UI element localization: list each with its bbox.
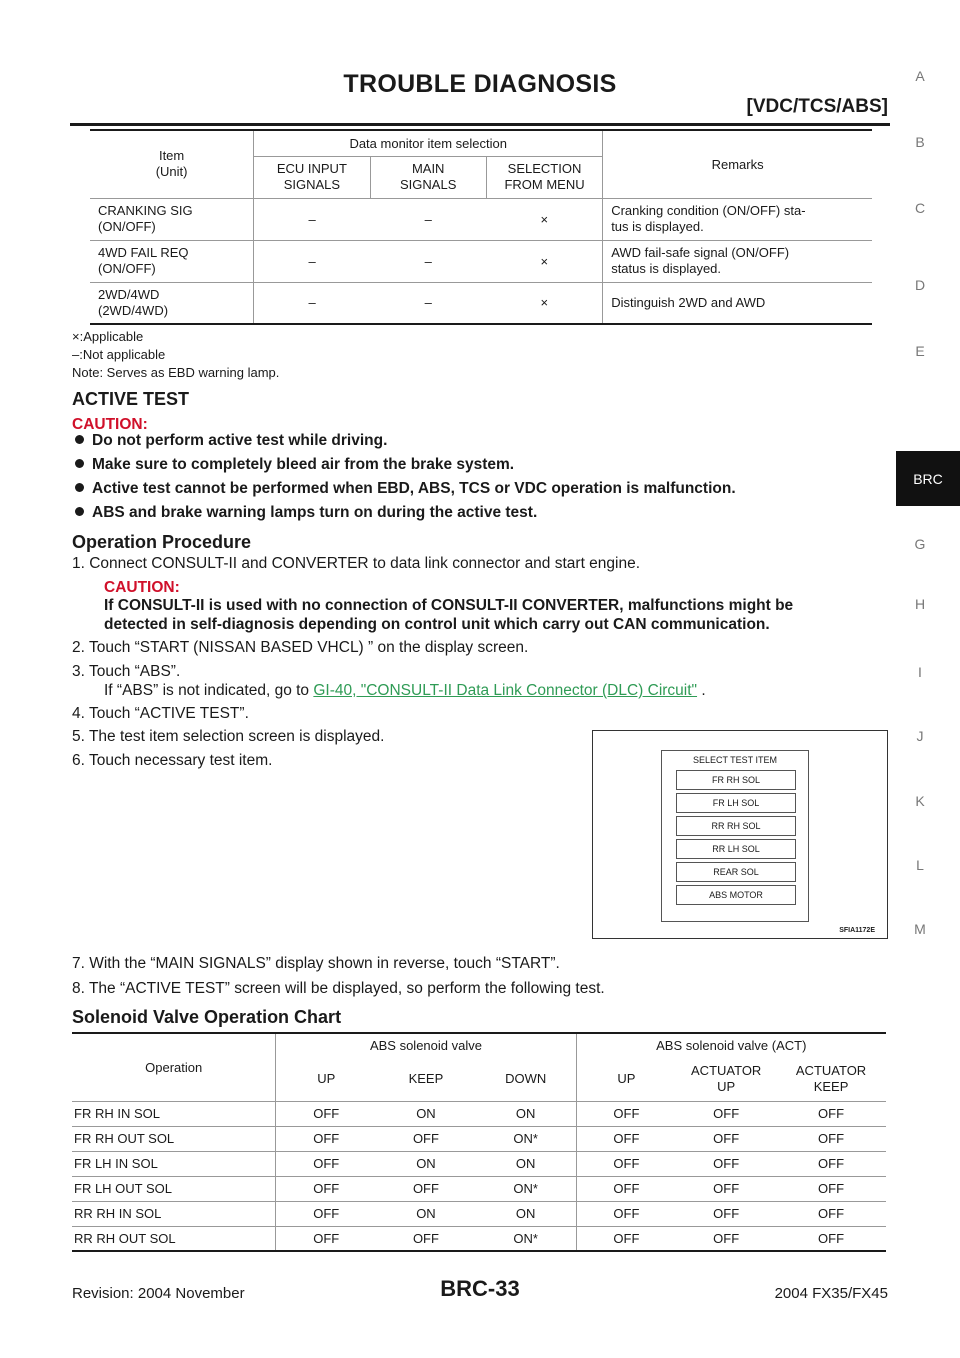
section-subtitle: [VDC/TCS/ABS] [746,96,888,117]
table-row [72,1126,886,1151]
cell: OFF [376,1126,476,1151]
page-title: TROUBLE DIAGNOSIS [343,70,617,98]
cell: OFF [676,1101,776,1126]
cell: OFF [676,1201,776,1226]
row-ecu: – [254,240,370,282]
table-row [72,1226,886,1251]
active-test-heading: ACTIVE TEST [72,389,190,409]
cell: ON [376,1151,476,1176]
step-3: 3. Touch “ABS”. [72,663,181,680]
row-main: – [370,282,486,324]
cell: ON [476,1101,576,1126]
cell: ON* [476,1176,576,1201]
step1-caution-label: CAUTION: [104,579,180,596]
cell: OFF [676,1126,776,1151]
note-not-applicable: –:Not applicable [72,347,166,362]
row-sel: × [486,282,602,324]
step-2: 2. Touch “START (NISSAN BASED VHCL) ” on the display screen. [72,639,529,656]
footer-page-number: BRC-33 [440,1276,520,1301]
index-letter[interactable]: E [915,343,925,359]
index-letter[interactable]: B [915,134,925,150]
row-ecu: – [254,282,370,324]
cell: ON [376,1101,476,1126]
cell: ON* [476,1226,576,1251]
test-item-button[interactable]: ABS MOTOR [676,885,796,905]
consult-screen [661,750,809,922]
sub-header: UP [576,1057,676,1101]
row-main: – [370,198,486,240]
header-rule [70,123,890,126]
index-tab-active[interactable]: BRC [896,451,960,506]
step1-caution-text: detected in self-diagnosis depending on control unit which carry out CAN communication. [104,616,770,633]
bullet-icon [75,459,84,468]
cell: OFF [576,1176,676,1201]
cell: OFF [776,1151,886,1176]
row-name: FR RH IN SOL [72,1101,276,1126]
bullet-icon [75,483,84,492]
cell: ON [476,1201,576,1226]
row-remarks: Cranking condition (ON/OFF) sta- tus is displayed. [603,198,872,240]
cell: OFF [276,1126,376,1151]
step-3-note: If “ABS” is not indicated, go to GI-40, "CONSULT-II Data Link Connector (DLC) Circuit" . [104,682,706,699]
index-letter[interactable]: J [916,728,924,744]
solenoid-chart-heading: Solenoid Valve Operation Chart [72,1007,342,1027]
header-abs-valve: ABS solenoid valve [276,1033,576,1057]
row-remarks: AWD fail-safe signal (ON/OFF) status is displayed. [603,240,872,282]
row-name: FR LH IN SOL [72,1151,276,1176]
index-letter[interactable]: I [918,664,922,680]
header-item: Item (Unit) [90,130,254,198]
header-main: MAIN SIGNALS [370,156,486,198]
test-item-button[interactable]: RR LH SOL [676,839,796,859]
test-item-button[interactable]: FR RH SOL [676,770,796,790]
cell: OFF [276,1101,376,1126]
cell: OFF [276,1226,376,1251]
cell: OFF [676,1226,776,1251]
row-name: RR RH IN SOL [72,1201,276,1226]
row-name: FR LH OUT SOL [72,1176,276,1201]
header-ecu: ECU INPUT SIGNALS [254,156,370,198]
caution-item: Active test cannot be performed when EBD, ABS, TCS or VDC operation is malfunction. [75,480,736,498]
select-test-item-figure [592,730,888,939]
bullet-icon [75,507,84,516]
step-8: 8. The “ACTIVE TEST” screen will be displayed, so perform the following test. [72,980,605,997]
sub-header: ACTUATOR KEEP [776,1057,886,1101]
row-sel: × [486,240,602,282]
index-letter[interactable]: M [914,921,926,937]
cell: ON [376,1201,476,1226]
index-letter[interactable]: D [914,277,926,293]
cell: OFF [376,1226,476,1251]
table-row [72,1151,886,1176]
row-ecu: – [254,198,370,240]
row-main: – [370,240,486,282]
sub-header: ACTUATOR UP [676,1057,776,1101]
note-applicable: ×:Applicable [72,329,144,344]
bullet-icon [75,435,84,444]
table-row [72,1101,886,1126]
caution-item: Make sure to completely bleed air from the brake system. [75,456,514,474]
note-ebd: Note: Serves as EBD warning lamp. [72,365,280,380]
solenoid-chart-table [72,1032,886,1252]
operation-heading: Operation Procedure [72,532,252,552]
cell: OFF [776,1201,886,1226]
cell: OFF [376,1176,476,1201]
test-item-button[interactable]: RR RH SOL [676,816,796,836]
cell: OFF [776,1226,886,1251]
cell: OFF [276,1201,376,1226]
cell: OFF [776,1126,886,1151]
header-operation: Operation [72,1033,276,1101]
step1-caution-text: If CONSULT-II is used with no connection of CONSULT-II CONVERTER, malfunctions might be [104,597,794,614]
row-item: CRANKING SIG (ON/OFF) [90,198,254,240]
step-6: 6. Touch necessary test item. [72,752,273,769]
header-selection: SELECTION FROM MENU [486,156,602,198]
index-letter[interactable]: C [914,200,926,216]
index-letter[interactable]: A [915,68,925,84]
cell: OFF [576,1201,676,1226]
caution-item: ABS and brake warning lamps turn on during the active test. [75,504,537,522]
screen-title: SELECT TEST ITEM [692,755,778,765]
caution-item: Do not perform active test while driving. [75,432,387,450]
header-remarks: Remarks [603,130,872,198]
index-letter[interactable]: H [914,596,926,612]
row-item: 2WD/4WD (2WD/4WD) [90,282,254,324]
cell: OFF [576,1226,676,1251]
cell: ON [476,1151,576,1176]
header-group: Data monitor item selection [254,130,603,156]
step-1: 1. Connect CONSULT-II and CONVERTER to data link connector and start engine. [72,555,641,572]
data-monitor-table [90,129,872,325]
cell: OFF [676,1151,776,1176]
table-row [90,282,872,324]
table-row [72,1176,886,1201]
step-4: 4. Touch “ACTIVE TEST”. [72,705,249,722]
test-item-button[interactable]: REAR SOL [676,862,796,882]
table-row [90,240,872,282]
row-item: 4WD FAIL REQ (ON/OFF) [90,240,254,282]
cell: OFF [776,1101,886,1126]
table-row [90,198,872,240]
test-item-button[interactable]: FR LH SOL [676,793,796,813]
row-remarks: Distinguish 2WD and AWD [603,282,872,324]
index-letter[interactable]: K [915,793,925,809]
sub-header: KEEP [376,1057,476,1101]
cell: OFF [576,1126,676,1151]
header-abs-valve-act: ABS solenoid valve (ACT) [576,1033,886,1057]
sub-header: UP [276,1057,376,1101]
footer-model: 2004 FX35/FX45 [774,1285,888,1302]
cell: OFF [276,1151,376,1176]
cell: OFF [776,1176,886,1201]
sub-header: DOWN [476,1057,576,1101]
row-name: FR RH OUT SOL [72,1126,276,1151]
caution-label: CAUTION: [72,416,148,433]
row-name: RR RH OUT SOL [72,1226,276,1251]
cell: OFF [276,1176,376,1201]
row-sel: × [486,198,602,240]
table-row [72,1201,886,1226]
cell: OFF [576,1151,676,1176]
step-7: 7. With the “MAIN SIGNALS” display shown in reverse, touch “START”. [72,955,560,972]
table-notes [72,328,279,382]
footer-revision: Revision: 2004 November [72,1285,245,1302]
cell: OFF [576,1101,676,1126]
cell: ON* [476,1126,576,1151]
figure-id: SFIA1172E [839,927,875,934]
index-letter[interactable]: G [914,536,926,552]
step-5: 5. The test item selection screen is displayed. [72,728,385,745]
index-letter[interactable]: L [916,857,924,873]
gi40-link[interactable]: GI-40, "CONSULT-II Data Link Connector (DLC) Circuit" [313,682,698,699]
cell: OFF [676,1176,776,1201]
